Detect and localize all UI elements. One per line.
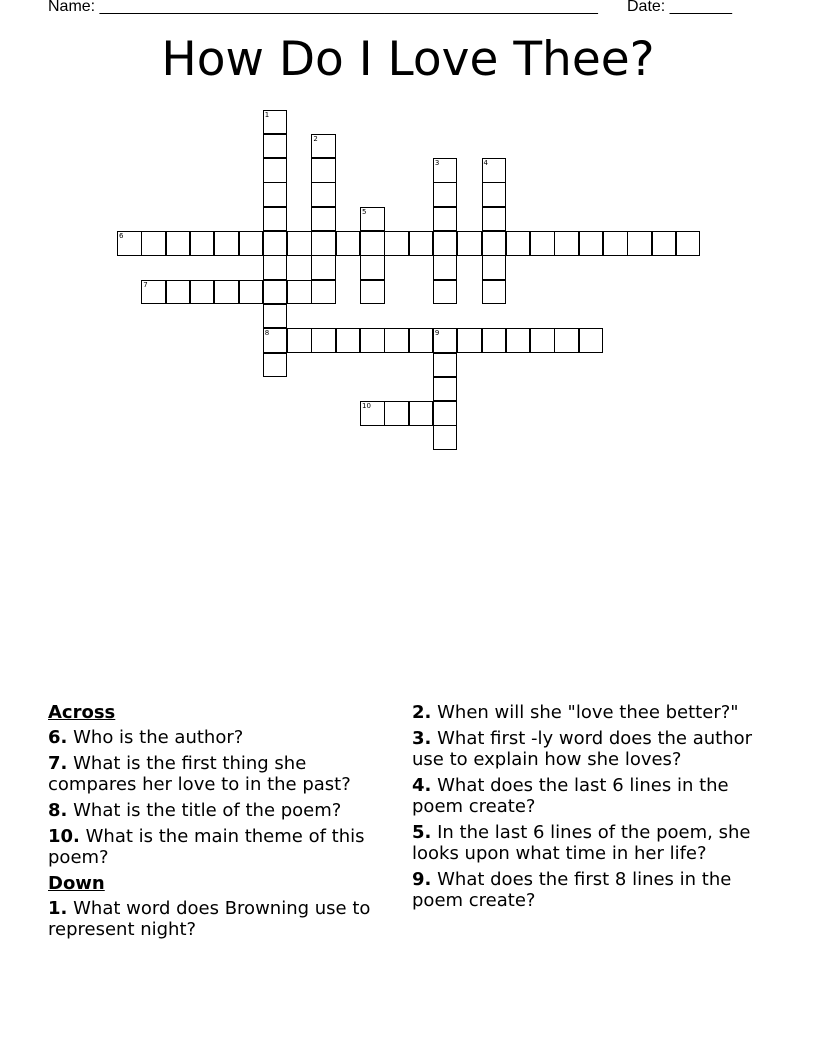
clue-number: 1. bbox=[48, 898, 68, 919]
name-field[interactable]: Name: ________________________________________________________ bbox=[48, 0, 598, 15]
clue-down-5 bbox=[412, 822, 782, 864]
grid-cell[interactable] bbox=[482, 280, 507, 305]
clue-across-6 bbox=[48, 727, 393, 748]
grid-cell[interactable] bbox=[384, 328, 409, 353]
grid-cell[interactable] bbox=[482, 231, 507, 256]
grid-cell[interactable] bbox=[141, 280, 166, 305]
grid-cell[interactable] bbox=[263, 353, 288, 378]
grid-cell[interactable] bbox=[166, 280, 191, 305]
clue-number: 10. bbox=[48, 826, 80, 847]
clue-across-8 bbox=[48, 800, 393, 821]
grid-cell[interactable] bbox=[263, 158, 288, 183]
grid-cell[interactable] bbox=[141, 231, 166, 256]
clue-down-2 bbox=[412, 702, 782, 723]
grid-cell[interactable] bbox=[506, 231, 531, 256]
clue-down-4 bbox=[412, 775, 782, 817]
grid-cell[interactable] bbox=[433, 231, 458, 256]
grid-cell[interactable] bbox=[263, 207, 288, 232]
cell-number: 9 bbox=[434, 329, 440, 338]
grid-cell[interactable] bbox=[579, 231, 604, 256]
grid-cell[interactable] bbox=[457, 231, 482, 256]
date-field[interactable]: Date: _______ bbox=[627, 0, 732, 15]
grid-cell[interactable] bbox=[482, 328, 507, 353]
cell-number: 5 bbox=[362, 207, 367, 216]
grid-cell[interactable] bbox=[190, 231, 215, 256]
grid-cell[interactable] bbox=[554, 231, 579, 256]
grid-cell[interactable] bbox=[263, 328, 288, 353]
grid-cell[interactable] bbox=[311, 158, 336, 183]
grid-cell[interactable] bbox=[263, 182, 288, 207]
grid-cell[interactable] bbox=[409, 401, 434, 426]
clue-text: What does the first 8 lines in the poem create? bbox=[412, 869, 732, 911]
clue-across-10 bbox=[48, 826, 393, 868]
grid-cell[interactable] bbox=[433, 425, 458, 450]
grid-cell[interactable] bbox=[384, 401, 409, 426]
clue-down-9 bbox=[412, 869, 782, 911]
clue-number: 6. bbox=[48, 727, 68, 748]
clue-text: What word does Browning use to represent night? bbox=[48, 898, 371, 940]
cell-number: 3 bbox=[434, 159, 440, 168]
clue-text: What first -ly word does the author use to explain how she loves? bbox=[412, 728, 753, 770]
grid-cell[interactable] bbox=[287, 231, 312, 256]
grid-cell[interactable] bbox=[627, 231, 652, 256]
grid-cell[interactable] bbox=[360, 328, 385, 353]
grid-cell[interactable] bbox=[433, 377, 458, 402]
clues-left-column bbox=[48, 702, 393, 945]
grid-cell[interactable] bbox=[360, 207, 385, 232]
grid-cell[interactable] bbox=[506, 328, 531, 353]
grid-cell[interactable] bbox=[311, 134, 336, 159]
grid-cell[interactable] bbox=[530, 231, 555, 256]
grid-cell[interactable] bbox=[263, 231, 288, 256]
cell-number: 7 bbox=[143, 280, 148, 289]
grid-cell[interactable] bbox=[482, 182, 507, 207]
grid-cell[interactable] bbox=[433, 401, 458, 426]
grid-cell[interactable] bbox=[530, 328, 555, 353]
grid-cell[interactable] bbox=[433, 182, 458, 207]
clue-down-1 bbox=[48, 898, 393, 940]
grid-cell[interactable] bbox=[263, 255, 288, 280]
clue-number: 7. bbox=[48, 753, 68, 774]
cell-number: 1 bbox=[264, 110, 270, 119]
grid-cell[interactable] bbox=[433, 207, 458, 232]
clue-text: What is the title of the poem? bbox=[73, 800, 342, 821]
clue-text: When will she "love thee better?" bbox=[437, 702, 739, 723]
clue-number: 9. bbox=[412, 869, 432, 890]
grid-cell[interactable] bbox=[190, 280, 215, 305]
clue-text: What is the main theme of this poem? bbox=[48, 826, 365, 868]
cell-number: 6 bbox=[119, 232, 124, 240]
clue-number: 3. bbox=[412, 728, 432, 749]
grid-cell[interactable] bbox=[360, 401, 385, 426]
grid-cell[interactable] bbox=[263, 134, 288, 159]
grid-cell[interactable] bbox=[336, 231, 361, 256]
crossword-grid bbox=[0, 0, 816, 460]
page-title: How Do I Love Thee? bbox=[161, 32, 655, 87]
grid-cell[interactable] bbox=[482, 207, 507, 232]
grid-cell[interactable] bbox=[603, 231, 628, 256]
cell-number: 8 bbox=[264, 329, 270, 338]
grid-cell[interactable] bbox=[360, 255, 385, 280]
clue-text: In the last 6 lines of the poem, she looks upon what time in her life? bbox=[412, 822, 751, 864]
clues-right-column bbox=[412, 702, 782, 916]
clue-number: 8. bbox=[48, 800, 68, 821]
grid-cell[interactable] bbox=[117, 231, 142, 256]
grid-cell[interactable] bbox=[311, 328, 336, 353]
grid-cell[interactable] bbox=[166, 231, 191, 256]
clue-text: What does the last 6 lines in the poem create? bbox=[412, 775, 729, 817]
grid-cell[interactable] bbox=[311, 231, 336, 256]
grid-cell[interactable] bbox=[239, 280, 264, 305]
clue-number: 5. bbox=[412, 822, 432, 843]
grid-cell[interactable] bbox=[214, 231, 239, 256]
grid-cell[interactable] bbox=[360, 231, 385, 256]
grid-cell[interactable] bbox=[311, 207, 336, 232]
grid-cell[interactable] bbox=[384, 231, 409, 256]
grid-cell[interactable] bbox=[239, 231, 264, 256]
grid-cell[interactable] bbox=[263, 110, 288, 135]
grid-cell[interactable] bbox=[433, 280, 458, 305]
grid-cell[interactable] bbox=[554, 328, 579, 353]
grid-cell[interactable] bbox=[263, 280, 288, 305]
grid-cell[interactable] bbox=[433, 255, 458, 280]
grid-cell[interactable] bbox=[457, 328, 482, 353]
grid-cell[interactable] bbox=[360, 280, 385, 305]
grid-cell[interactable] bbox=[263, 304, 288, 329]
clue-text: Who is the author? bbox=[73, 727, 244, 748]
grid-cell[interactable] bbox=[652, 231, 677, 256]
clue-down-3 bbox=[412, 728, 782, 770]
grid-cell[interactable] bbox=[676, 231, 701, 256]
clue-across-7 bbox=[48, 753, 393, 795]
grid-cell[interactable] bbox=[482, 158, 507, 183]
clue-text: What is the first thing she compares her love to in the past? bbox=[48, 753, 351, 795]
grid-cell[interactable] bbox=[311, 255, 336, 280]
grid-cell[interactable] bbox=[311, 182, 336, 207]
grid-cell[interactable] bbox=[287, 280, 312, 305]
across-heading: Across bbox=[48, 702, 116, 723]
cell-number: 2 bbox=[313, 134, 318, 143]
grid-cell[interactable] bbox=[482, 255, 507, 280]
grid-cell[interactable] bbox=[336, 328, 361, 353]
clue-number: 2. bbox=[412, 702, 432, 723]
clue-number: 4. bbox=[412, 775, 432, 796]
grid-cell[interactable] bbox=[287, 328, 312, 353]
grid-cell[interactable] bbox=[409, 328, 434, 353]
grid-cell[interactable] bbox=[433, 158, 458, 183]
down-heading: Down bbox=[48, 873, 105, 894]
grid-cell[interactable] bbox=[579, 328, 604, 353]
grid-cell[interactable] bbox=[409, 231, 434, 256]
grid-cell[interactable] bbox=[214, 280, 239, 305]
cell-number: 4 bbox=[483, 159, 488, 168]
cell-number: 10 bbox=[362, 402, 371, 411]
grid-cell[interactable] bbox=[433, 328, 458, 353]
grid-cell[interactable] bbox=[433, 353, 458, 378]
grid-cell[interactable] bbox=[311, 280, 336, 305]
